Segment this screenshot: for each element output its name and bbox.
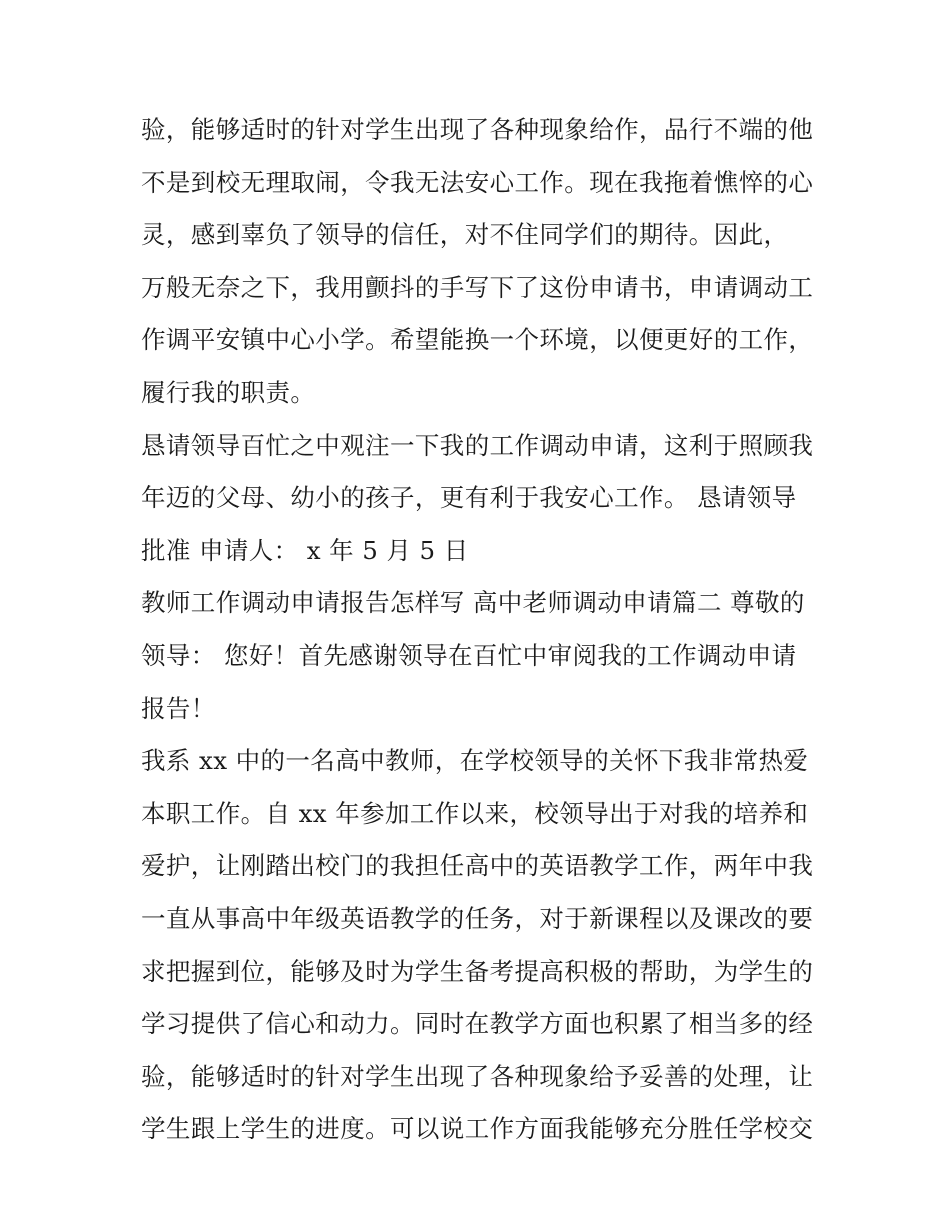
document-body	[141, 104, 821, 1156]
section-heading-line: 教师工作调动申请报告怎样写 高中老师调动申请篇二 尊敬的	[141, 588, 805, 618]
text-line: 学习提供了信心和动力。同时在教学方面也积累了相当多的经	[141, 1009, 814, 1039]
text-line: 作调平安镇中心小学。希望能换一个环境，以便更好的工作，	[141, 325, 814, 355]
text-line: 领导： 您好！首先感谢领导在百忙中审阅我的工作调动申请	[141, 640, 797, 670]
text-line: 求把握到位，能够及时为学生备考提高积极的帮助，为学生的	[141, 956, 814, 986]
text-line: 本职工作。自 xx 年参加工作以来，校领导出于对我的培养和	[141, 798, 809, 828]
text-line: 报告！	[141, 693, 216, 723]
text-line: 我系 xx 中的一名高中教师，在学校领导的关怀下我非常热爱	[141, 746, 809, 776]
text-line: 验，能够适时的针对学生出现了各种现象给予妥善的处理，让	[141, 1061, 814, 1091]
signature-line: 批准 申请人： x 年 5 月 5 日	[141, 535, 469, 565]
text-line: 学生跟上学生的进度。可以说工作方面我能够充分胜任学校交	[141, 1114, 814, 1144]
text-line: 验，能够适时的针对学生出现了各种现象给作，品行不端的他	[141, 115, 814, 144]
text-line: 履行我的职责。	[141, 377, 316, 407]
text-line: 爱护，让刚踏出校门的我担任高中的英语教学工作，两年中我	[141, 851, 814, 881]
text-line: 万般无奈之下，我用颤抖的手写下了这份申请书，申请调动工	[141, 272, 814, 302]
text-line: 年迈的父母、幼小的孩子，更有利于我安心工作。 恳请领导	[141, 483, 797, 513]
text-line: 不是到校无理取闹，令我无法安心工作。现在我拖着憔悴的心	[141, 167, 814, 197]
text-line: 恳请领导百忙之中观注一下我的工作调动申请，这利于照顾我	[141, 430, 814, 460]
text-line: 灵，感到辜负了领导的信任，对不住同学们的期待。因此，	[141, 220, 789, 250]
text-line: 一直从事高中年级英语教学的任务，对于新课程以及课改的要	[141, 903, 814, 933]
